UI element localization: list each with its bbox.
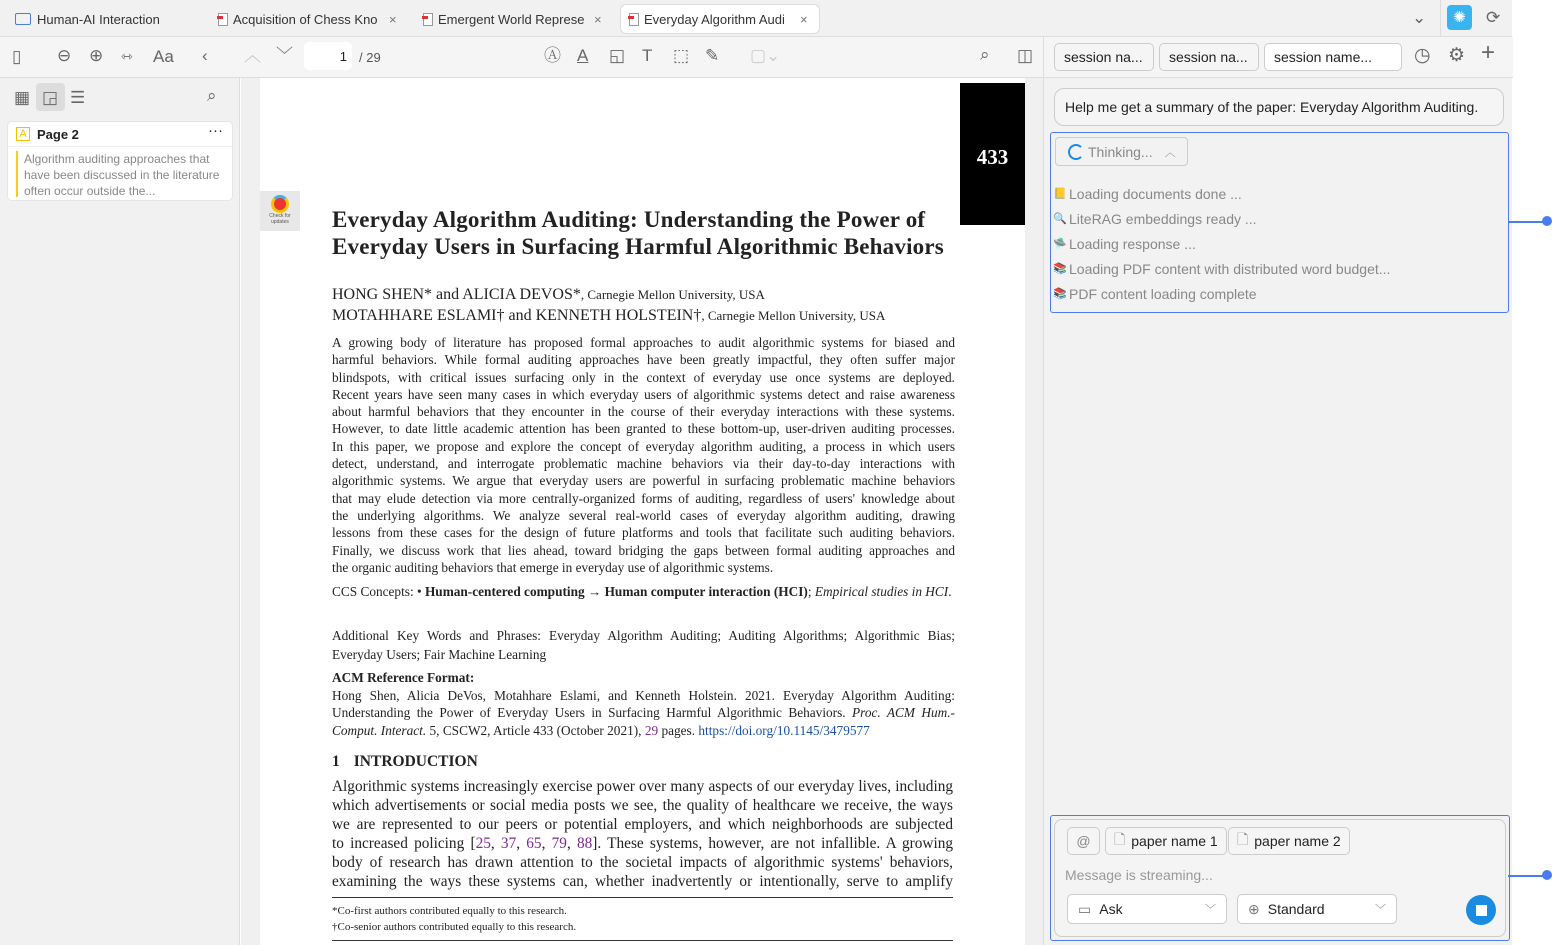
page-total: / 29 [359, 50, 381, 65]
abstract-line: about harmful behaviors that they encounter in the course of their everyday interactions with these systems. [332, 404, 955, 420]
paper-chip[interactable]: 🗋 paper name 1 [1105, 827, 1227, 855]
file-icon: 🗋 [1237, 831, 1249, 847]
step-icon: 📚 [1053, 288, 1067, 300]
session-tab[interactable]: session na... [1054, 43, 1154, 71]
session-tab-active[interactable]: session name... [1264, 43, 1402, 71]
abstract-line: In this paper, we propose and explore the concept of everyday algorithm auditing, a process in which users [332, 438, 955, 454]
tab-label: Human-AI Interaction [37, 11, 160, 27]
folder-icon [15, 13, 31, 25]
step-icon: 🛸 [1053, 238, 1067, 250]
new-session-icon[interactable]: + [1481, 39, 1496, 66]
spinner-icon [1068, 144, 1084, 160]
keywords: Additional Key Words and Phrases: Everyday Algorithm Auditing; Auditing Algorithms; Algorithmic Bias; Everyday Users; Fair Machine Learning [332, 628, 955, 662]
intro-line: Algorithmic systems increasingly exercise power over many aspects of our everyday lives, including [332, 778, 953, 795]
reference-format: ACM Reference Format: Hong Shen, Alicia DeVos, Motahhare Eslami, and Kenneth Holstein. 2021. Everyday Algorithm Auditing: Understanding the Power of Everyday Users in Surfacing Harmful Algorithmic Behaviors. Proc. ACM Hum.-Comput. Interact. 5, CSCW2, Article 433 (October 2021), 29 pages. https://doi.org/10.1145/3479577 [332, 670, 955, 738]
step-icon: 🔍 [1053, 213, 1067, 225]
intro-line: examining the ways these systems can, whether inadvertently or intentionally, serve to amplify [332, 873, 953, 890]
tab-chess[interactable] [210, 4, 410, 34]
introduction [332, 777, 953, 891]
ccs-concepts: CCS Concepts: • Human-centered computing → Human computer interaction (HCI); Empirical studies in HCI. [332, 584, 952, 599]
close-icon[interactable]: × [389, 11, 397, 27]
thinking-step: 📚 Loading PDF content with distributed word budget... [1053, 260, 1391, 277]
annotations-sidebar [0, 78, 240, 945]
citation-link[interactable]: 79 [551, 835, 567, 852]
annotations-view-icon[interactable]: ◲ [42, 88, 59, 107]
tab-bar [0, 0, 1512, 37]
thinking-toggle[interactable]: Thinking... ︿ [1055, 137, 1188, 166]
sidebar-toggle-icon[interactable]: ▯ [12, 47, 22, 66]
abstract-line: Finally, we discuss work that lies ahead, toward bridging the gaps between formal auditing approaches and [332, 542, 955, 558]
abstract-line: algorithmic systems. We argue that everyday users are powerful in surfacing problematic machine behaviors [332, 473, 955, 489]
session-tab[interactable]: session na... [1159, 43, 1259, 71]
abstract-line: A growing body of literature has proposed formal approaches to audit algorithmic systems for biased and [332, 335, 955, 350]
stop-button[interactable] [1466, 895, 1496, 925]
thinking-step: 📒 Loading documents done ... [1053, 185, 1242, 202]
citation-link[interactable]: 88 [577, 835, 593, 852]
citation-link[interactable]: 25 [475, 835, 491, 852]
affiliation: , Carnegie Mellon University, USA [701, 308, 886, 323]
back-icon[interactable]: ‹ [202, 46, 208, 65]
abstract-line: blindspots, with critical issues surfacing only in the context of everyday use once systems are deployed. [332, 369, 955, 385]
search-icon[interactable]: ⌕ [207, 86, 217, 105]
search-icon[interactable]: ⌕ [980, 45, 990, 64]
close-icon[interactable]: × [800, 11, 808, 27]
abstract-line: However, to date little academic attention has been granted to these bottom-up, user-driven auditing processes. [332, 421, 955, 437]
grid-view-icon[interactable]: ▦ [14, 88, 31, 107]
text-icon[interactable]: T [642, 46, 653, 65]
tab-label: Emergent World Represe [438, 11, 585, 27]
color-picker-icon[interactable]: ▢⌄ [750, 46, 781, 65]
affiliation: , Carnegie Mellon University, USA [580, 287, 765, 302]
user-message: Help me get a summary of the paper: Everyday Algorithm Auditing. [1054, 88, 1504, 126]
thinking-step: 🔍 LiteRAG embeddings ready ... [1053, 210, 1257, 227]
underline-icon[interactable]: A [577, 46, 589, 65]
step-icon: 📒 [1053, 188, 1067, 200]
abstract-line: the organic auditing behaviors that emerge in everyday use of algorithmic systems. [332, 559, 774, 575]
message-input[interactable]: Message is streaming... [1065, 867, 1213, 883]
refresh-icon[interactable]: ⟳ [1486, 8, 1501, 27]
font-size-button[interactable]: Aa [153, 47, 174, 66]
pdf-icon [629, 13, 639, 26]
abstract-line: the underlying algorithms. We analyze several real-world cases of everyday algorithm auditing, drawing [332, 507, 955, 523]
annotation-page: Page 2 [37, 127, 79, 142]
plus-circle-icon: ⊕ [1248, 900, 1260, 917]
tab-human-ai-interaction[interactable] [12, 4, 202, 34]
abstract-line: Recent years have seen many cases in which everyday users of algorithmic systems detect and raise awareness [332, 386, 955, 402]
next-page-icon[interactable]: ﹀ [276, 46, 293, 65]
composer [1045, 831, 1510, 941]
pdf-icon [218, 13, 228, 26]
prev-page-icon[interactable]: ︿ [244, 46, 261, 65]
fit-width-icon[interactable]: ⇿ [121, 48, 133, 64]
zoom-in-icon[interactable]: ⊕ [89, 46, 104, 65]
more-icon[interactable]: ··· [208, 122, 223, 139]
file-icon: 🗋 [1114, 831, 1126, 847]
text-box-icon[interactable]: Ⓐ [544, 46, 561, 65]
page-number-input[interactable]: 1 [304, 42, 352, 70]
panel-toggle-icon[interactable]: ◫ [1017, 46, 1034, 65]
intro-line: to increased policing [25, 37, 65, 79, 88]. These systems, however, are not infallible. A growing [332, 835, 954, 852]
intro-line: we are represented to our peers or potential employers, and which neighborhoods are subjected [332, 816, 953, 833]
draw-icon[interactable]: ✎ [705, 46, 720, 65]
tab-label: Acquisition of Chess Kno [233, 11, 378, 27]
mention-button[interactable]: @ [1067, 827, 1100, 855]
intro-line: body of research has drawn attention to the societal impacts of algorithmic systems' behaviors, [332, 854, 953, 871]
paper-title: Everyday Algorithm Auditing: Understanding the Power of [332, 207, 926, 232]
abstract [332, 334, 955, 576]
gear-icon[interactable]: ⚙ [1448, 45, 1466, 66]
area-select-icon[interactable]: ⬚ [673, 46, 690, 65]
doi-link[interactable]: https://doi.org/10.1145/3479577 [698, 722, 870, 738]
article-number: 433 [960, 83, 1025, 225]
annotation-excerpt: Algorithm auditing approaches that have been discussed in the literature often occur outside the... [24, 152, 220, 198]
section-heading: 1 INTRODUCTION [332, 753, 478, 770]
paper-title: Everyday Users in Surfacing Harmful Algorithmic Behaviors [332, 234, 944, 259]
chat-bubble-icon: ▭ [1078, 900, 1092, 917]
citation-link[interactable]: 65 [526, 835, 542, 852]
connector-dot [1542, 216, 1552, 226]
tab-everyday-algorithm[interactable] [620, 4, 820, 34]
stop-icon [1476, 905, 1487, 916]
tab-label: Everyday Algorithm Audi [644, 11, 785, 27]
thinking-step: 📚 PDF content loading complete [1053, 285, 1257, 302]
pdf-icon [423, 13, 433, 26]
citation-link[interactable]: 37 [500, 835, 517, 852]
history-icon[interactable]: ◷ [1414, 45, 1431, 66]
brain-icon[interactable]: ✺ [1447, 5, 1472, 30]
paper-chip[interactable]: 🗋 paper name 2 [1228, 827, 1350, 855]
check-updates-badge[interactable]: Check for updates [260, 191, 300, 231]
chat-panel [1043, 37, 1512, 945]
thinking-block [1050, 132, 1509, 313]
step-icon: 📚 [1053, 263, 1067, 275]
abstract-line: detect, understand, and interrogate problematic machine behaviors via their day-to-day interactions with [332, 456, 955, 472]
authors: MOTAHHARE ESLAMI† and KENNETH HOLSTEIN† [332, 307, 702, 324]
abstract-line: lessons from these cases for the design of future platforms and tools that facilitate such auditing behaviors. [332, 525, 955, 541]
abstract-line: that may elude detection via more centrally-organized forms of auditing, regardless of users' knowledge about [332, 490, 955, 506]
mode-select[interactable]: ▭ Ask ﹀ [1067, 894, 1227, 924]
highlight-icon: A [16, 127, 30, 141]
chevron-down-icon[interactable]: ⌄ [1412, 8, 1427, 27]
footnotes: *Co-first authors contributed equally to this research. †Co-senior authors contributed equally to this research. [332, 897, 953, 935]
annotation-card[interactable] [7, 121, 233, 201]
pdf-toolbar [0, 37, 1043, 78]
zoom-out-icon[interactable]: ⊖ [57, 46, 72, 65]
note-icon[interactable]: ◱ [609, 46, 626, 65]
close-icon[interactable]: × [594, 11, 602, 27]
outline-view-icon[interactable]: ☰ [70, 88, 86, 107]
chevron-down-icon: ﹀ [1375, 904, 1386, 916]
pdf-page [260, 78, 1025, 945]
model-select[interactable]: ⊕ Standard ﹀ [1237, 894, 1397, 924]
connector-dot [1542, 870, 1552, 880]
authors: HONG SHEN* and ALICIA DEVOS* [332, 286, 581, 303]
chevron-down-icon: ﹀ [1205, 904, 1216, 916]
chevron-up-icon: ︿ [1164, 146, 1176, 159]
tab-emergent-world[interactable] [415, 4, 615, 34]
thinking-step: 🛸 Loading response ... [1053, 235, 1196, 252]
intro-line: which advertisements or social media posts we see, the quality of healthcare we receive, the ways [332, 797, 953, 814]
abstract-line: harmful behaviors. While formal auditing approaches have been greatly impactful, they often suffer major [332, 352, 955, 368]
